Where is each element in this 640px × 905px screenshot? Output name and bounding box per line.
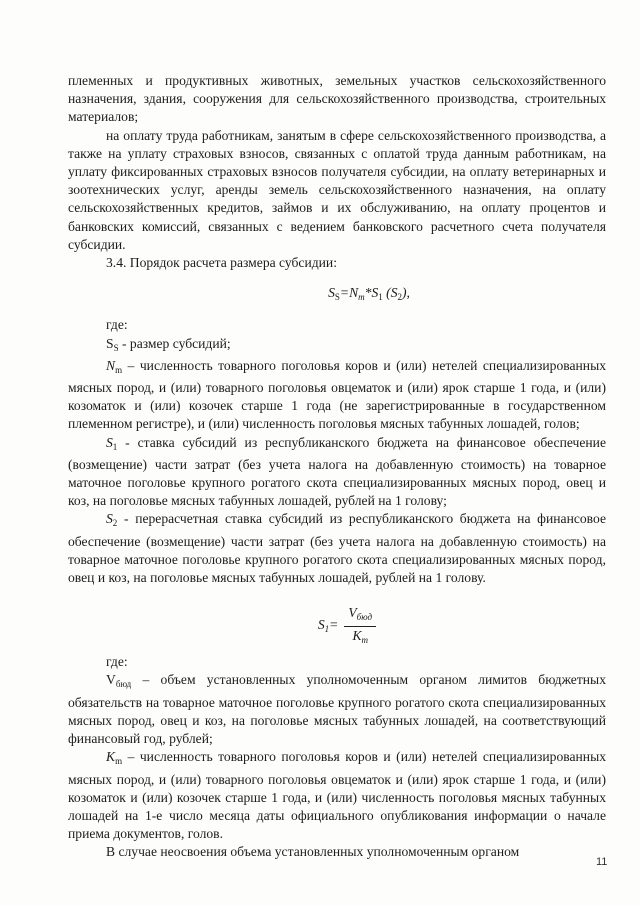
formula-s1-sub: 1: [378, 292, 383, 303]
def-ss-sub: S: [113, 342, 119, 353]
def-nm-sub: m: [115, 364, 123, 375]
def-s2-text: - перерасчетная ставка субсидий из республиканского бюджета на финансовое обеспечение (возмещение) части затрат (без учета налога на добавленную стоимость) на товарное маточное поголовье крупного рогатого скота специализированных мясных пород, овец и коз, на поголовье мясных табунных лошадей, рублей на 1 голову.: [68, 511, 606, 586]
formula-rate-fraction: [344, 605, 376, 648]
paragraph-objects: племенных и продуктивных животных, земельных участков сельскохозяйственного назначения, здания, сооружения для сельскохозяйственного производства, строительных материалов;: [68, 73, 606, 125]
def-km-text: – численность товарного поголовья коров и (или) нетелей специализированных мясных пород, и (или) товарного поголовья овцематок и (или) ярок старше 1 года, и (или) козоматок и (или) козочек старше 1 года, и (или) численность поголовья мясных табунных лошадей на 1-е число месяца даты официального опубликования информации о начале приема документов, голов.: [68, 749, 606, 842]
numerator-sub: бюд: [356, 612, 373, 623]
section-title: 3.4. Порядок расчета размера субсидии:: [106, 255, 337, 271]
formula-ss-symbol: S: [328, 285, 335, 301]
def-v-sub: бюд: [115, 679, 132, 690]
def-s1-text: - ставка субсидий из республиканского бюджета на финансовое обеспечение (возмещение) части затрат (без учета налога на добавленную стоимость) на товарное маточное поголовье крупного рогатого скота специализированных мясных пород, овец и коз, на поголовье мясных табунных лошадей, рублей на 1 голову;: [68, 434, 606, 509]
formula-rate: [88, 605, 606, 646]
where-label-1: где:: [106, 317, 128, 333]
def-km-sub: m: [115, 756, 123, 767]
formula-mult: *: [364, 285, 372, 301]
denominator-symbol: K: [352, 628, 362, 644]
formula-open: (: [382, 285, 391, 301]
definition-ss: [68, 335, 606, 357]
formula-rate-s1: S: [317, 616, 325, 632]
def-ss-symbol: S: [106, 335, 114, 351]
page-number: 11: [596, 856, 608, 868]
def-s2-sub: 2: [112, 518, 118, 529]
def-s1-symbol: S: [106, 434, 113, 450]
def-nm-symbol: N: [106, 357, 116, 373]
document-body: [68, 72, 606, 862]
formula-subsidy: [132, 284, 606, 306]
formula-nm-symbol: N: [349, 285, 359, 301]
def-nm-text: – численность товарного поголовья коров и (или) нетелей специализированных мясных пород, и (или) товарного поголовья овцематок и (или) ярок старше 1 года, и (или) козоматок и (или) козочек старше 1 года (не зарегистрированные в государственном племенном регистре), и (или) численность поголовья мясных табунных лошадей, голов;: [68, 357, 606, 432]
paragraph-last: В случае неосвоения объема установленных уполномоченным органом: [106, 844, 520, 860]
formula-rate-expression: [318, 605, 376, 648]
definition-v: [68, 671, 606, 748]
fraction-numerator: [344, 605, 376, 627]
formula-close: ),: [401, 285, 410, 301]
formula-rate-eq: =: [329, 616, 339, 632]
numerator-symbol: V: [348, 605, 357, 621]
def-ss-text: - размер субсидий;: [118, 335, 231, 351]
formula-nm-sub: m: [358, 292, 365, 303]
formula-s1-symbol: S: [371, 285, 379, 301]
def-s1-sub: 1: [112, 441, 118, 452]
definition-s2: [68, 510, 606, 587]
definition-km: [68, 748, 606, 843]
formula-s2-symbol: S: [390, 285, 398, 301]
def-v-text: – объем установленных уполномоченным органом лимитов бюджетных обязательств на товарное маточное поголовье крупного рогатого скота специализированных мясных пород, овец и коз, на поголовье мясных табунных лошадей, на соответствующий финансовый год, рублей;: [68, 672, 606, 747]
def-v-symbol: V: [106, 672, 116, 688]
formula-ss-sub: S: [334, 292, 340, 303]
def-km-symbol: K: [106, 749, 116, 765]
formula-eq: =: [339, 285, 350, 301]
denominator-sub: m: [361, 635, 369, 646]
formula-s2-sub: 2: [397, 292, 402, 303]
def-s2-symbol: S: [106, 511, 113, 527]
definition-s1: [68, 434, 606, 511]
definition-nm: [68, 357, 606, 434]
fraction-denominator: [348, 627, 372, 648]
where-label-2: где:: [106, 654, 128, 670]
formula-rate-lhs: [318, 616, 338, 638]
paragraph-labor: на оплату труда работникам, занятым в сфере сельскохозяйственного производства, а также на уплату страховых взносов, связанных с оплатой труда данным работникам, на уплату фиксированных страховых взносов получателя субсидии, на оплату ветеринарных и зоотехнических услуг, аренды земель сельскохозяйственного назначения, на оплату сельскохозяйственных кредитов, займов и их обслуживанию, на оплату процентов и банковских комиссий, связанных с ведением банковского расчетного счета получателя субсидии.: [68, 127, 606, 252]
formula-rate-s1-sub: 1: [324, 623, 330, 634]
